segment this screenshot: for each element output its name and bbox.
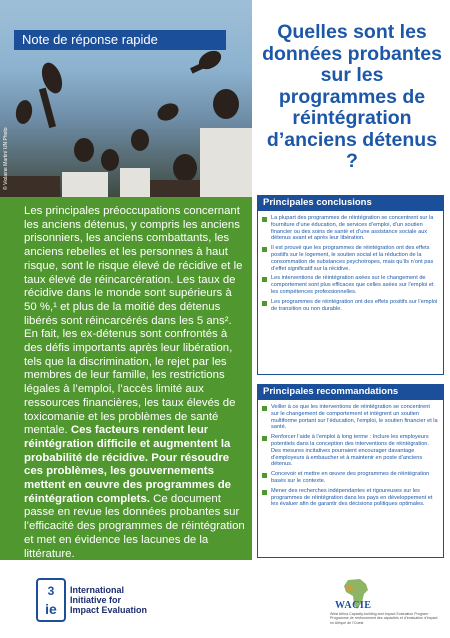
bullet-square-icon — [262, 490, 267, 495]
intro-bold: Ces facteurs rendent leur réintégration difficile et augmentent la probabilité de récidive. Pour résoudre ces problèmes, les gouvernements mettent en œuvre des programmes de réintégration complets. — [24, 424, 231, 505]
list-item: Les programmes de réintégration ont des effets positifs sur l’emploi de transition ou non durable. — [262, 299, 439, 313]
list-item: Renforcer l’aide à l’emploi à long terme : Inclure les employeurs potentiels dans la conception des interventions de réintégration. Des mesures incitatives pourraient encourager davantage d’employeurs à embaucher et à maintenir en poste d’anciens détenus. — [262, 434, 439, 468]
svg-text:3: 3 — [47, 584, 55, 598]
wacie-subtitle: West Africa Capacity-building and Impact Evaluation Program · Programme de renforcement des capacités et d’évaluation d’impact en Afrique de l’Ouest — [330, 612, 438, 625]
recommendations-list — [257, 400, 444, 558]
intro-closing: Ce document passe en revue les données probantes sur l’efficacité des programmes de réintégration et met en évidence les lacunes de la littérature. — [24, 492, 245, 560]
bullet-square-icon — [262, 277, 267, 282]
wacie-logo-text: WACIE — [335, 600, 372, 611]
bullet-square-icon — [262, 247, 267, 252]
conclusions-list — [257, 211, 444, 375]
list-item: Concevoir et mettre en œuvre des programmes de réintégration basés sur le contexte. — [262, 471, 439, 485]
conclusions-heading: Principales conclusions — [257, 195, 444, 211]
intro-text — [24, 205, 246, 561]
cover-photo — [0, 0, 252, 197]
photo-credit: © Violaine Martin/ UN Photo — [3, 127, 9, 190]
bullet-square-icon — [262, 473, 267, 478]
list-item: Mener des recherches indépendantes et rigoureuses sur les programmes de réintégration dans les pays en développement et les évaluer afin de garantir des décisions politiques optimales. — [262, 488, 439, 508]
bullet-square-icon — [262, 217, 267, 222]
bullet-square-icon — [262, 406, 267, 411]
recommendations-heading: Principales recommandations — [257, 384, 444, 400]
list-item: Veiller à ce que les interventions de réintégration se concentrent sur le changement de comportement et intègrent un soutien multiforme portant sur l’éducation, l’emploi, le soutien financier et la santé. — [262, 404, 439, 431]
brief-type-badge: Note de réponse rapide — [14, 30, 226, 50]
footer — [0, 560, 450, 638]
bullet-square-icon — [262, 301, 267, 306]
bullet-square-icon — [262, 436, 267, 441]
list-item: Il est prouvé que les programmes de réintégration ont des effets positifs sur le logement, le soutien social et la réduction de la consommation de substances psychotropes, mais qu’ils n’ont pas d’effet significatif sur la récidive. — [262, 245, 439, 272]
3ie-logo-icon — [36, 578, 66, 622]
list-item: Les interventions de réintégration axées sur le changement de comportement sont plus efficaces que celles axées sur l’emploi et les compétences professionnelles. — [262, 275, 439, 295]
svg-text:ie: ie — [45, 601, 57, 617]
3ie-organization-name: International Initiative for Impact Evaluation — [70, 585, 148, 615]
list-item: La plupart des programmes de réintégration se concentrent sur la fourniture d’une éducation, de services d’emploi, d’un soutien financier ou des soins de santé et d’une assistance sociale aux détenus avant et après leur libération. — [262, 215, 439, 242]
page-title: Quelles sont les données probantes sur les programmes de réintégration d’anciens détenus ? — [262, 21, 442, 172]
intro-plain: Les principales préoccupations concernant les anciens détenus, y compris les anciens prisonniers, les anciens combattants, les anciens rebelles et les personnes à haut risque, sont le risque élevé de récidive et le taux élevé de réincarcération. Les taux de récidive dans le monde sont supérieurs à 50 %,¹ et plus de la moitié des détenus libérés sont réincarcérés dans les 5 ans². En fait, les ex-détenus sont confrontés à des défis importants après leur libération, tels que la discrimination, le rejet par les membres de leur famille, les restrictions légales à l’emploi, l’accès limité aux ressources financières, les taux élevés de toxicomanie et les problèmes de santé mentale. — [24, 205, 243, 437]
